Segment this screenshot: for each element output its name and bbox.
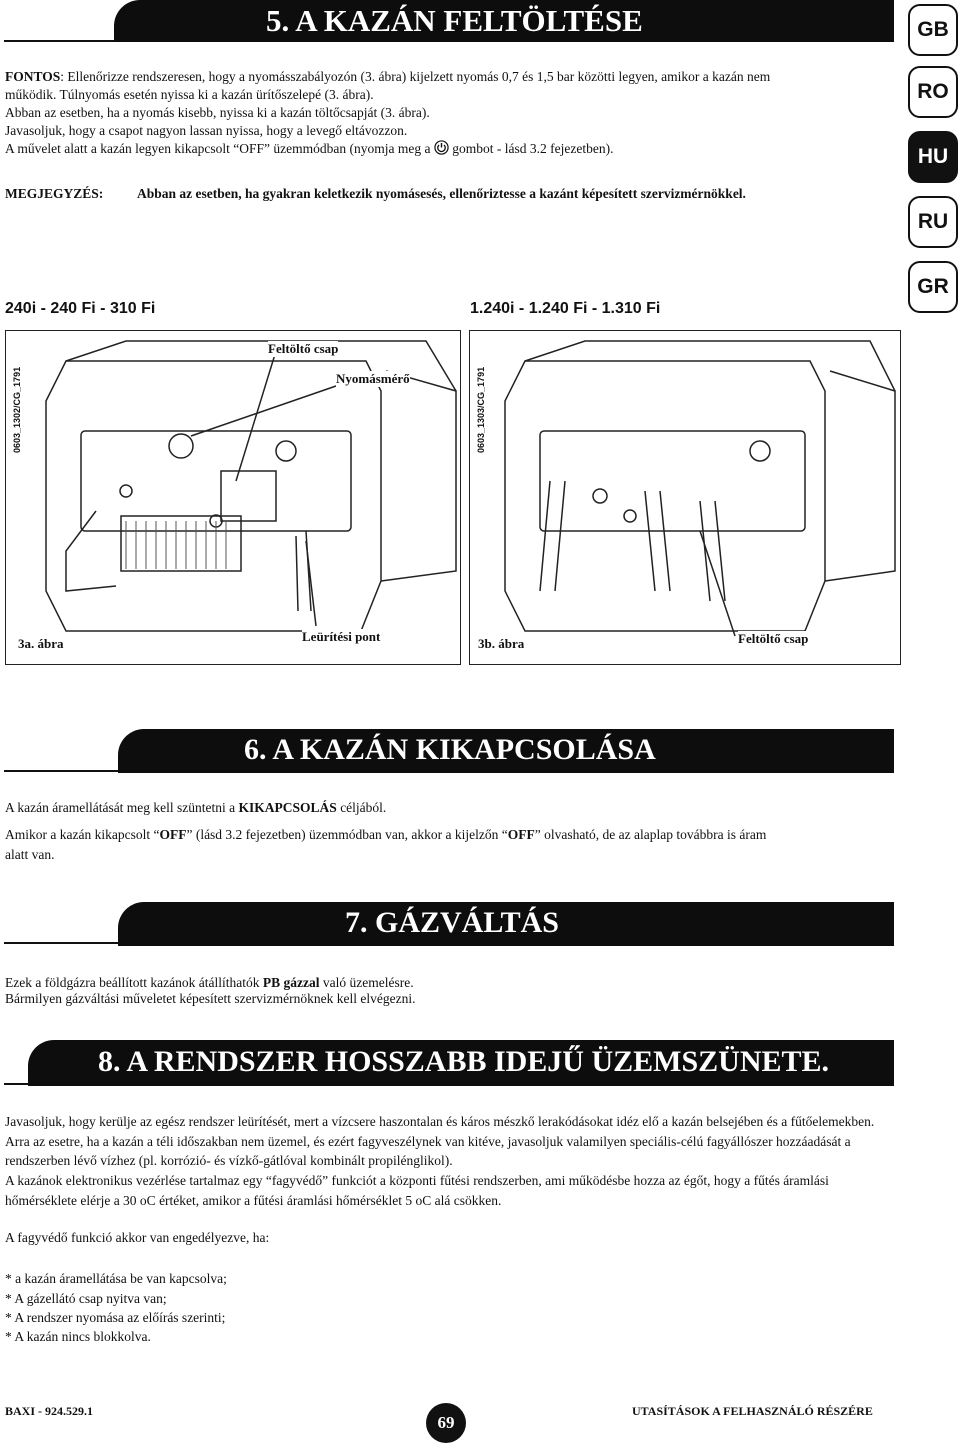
- note-label: MEGJEGYZÉS:: [5, 186, 104, 201]
- section7-title: 7. GÁZVÁLTÁS: [345, 906, 559, 939]
- footer-title: UTASÍTÁSOK A FELHASZNÁLÓ RÉSZÉRE: [632, 1404, 873, 1418]
- section6-p2: Amikor a kazán kikapcsolt “OFF” (lásd 3.2 fejezetben) üzemmódban van, akkor a kijelzőn “OFF” olvasható, de az alaplap továbbra is áram: [5, 827, 767, 842]
- section8-paragraph: Javasoljuk, hogy kerülje az egész rendszer leürítését, mert a vízcsere haszontalan és káros mészkő lerakódásokat idéz elő a kazán belsejében és a fűtőelemekben. Arra az esetre, ha a kazán a téli időszakban nem üzemel, és ezért fagyveszélynek van kitéve, javasoljuk valamilyen speciális-célú fagyállószer hozzáadását a rendszerben lévő vízhez (pl. korrózió- és vízkő-gátlóval kombinált propilénglikol).: [5, 1114, 875, 1168]
- label-fill-tap-b: Feltöltő csap: [738, 631, 809, 646]
- section8-title: 8. A RENDSZER HOSSZABB IDEJŰ ÜZEMSZÜNETE.: [98, 1045, 830, 1078]
- section7-p1: Ezek a földgázra beállított kazánok átállíthatók PB gázzal való üzemelésre.: [5, 975, 414, 990]
- section7-p2: Bármilyen gázváltási műveletet képesített szervizmérnöknek kell elvégezni.: [5, 991, 416, 1006]
- section8-intro: A fagyvédő funkció akkor van engedélyezve, ha:: [5, 1230, 270, 1245]
- section8-paragraph2: A kazánok elektronikus vezérlése tartalmaz egy “fagyvédő” funkciót a központi fűtési rendszerben, ami működésbe hozza az égőt, hogy a fűtés áramlási hőmérséklete elérje a 30 oC értéket, amikor a fűtési áramlási hőmérséklet 5 oC alá csökken.: [5, 1173, 829, 1208]
- left-model-label: 240i - 240 Fi - 310 Fi: [5, 300, 156, 317]
- figure-3b: [469, 330, 901, 665]
- section5-banner: [114, 0, 894, 42]
- section7-banner: [118, 902, 894, 946]
- language-tab-ro[interactable]: RO: [908, 66, 958, 118]
- section8-banner: [28, 1040, 894, 1086]
- section5-line1: FONTOS: Ellenőrizze rendszeresen, hogy a nyomásszabályozón (3. ábra) kijelzett nyomás 0,7 és 1,5 bar közötti legyen, amikor a kazán nem: [5, 69, 771, 84]
- section5-line4: Javasoljuk, hogy a csapot nagyon lassan nyissa, hogy a levegő eltávozzon.: [5, 123, 408, 138]
- language-tab-ru[interactable]: RU: [908, 196, 958, 248]
- language-tab-gr[interactable]: GR: [908, 261, 958, 313]
- section5-line5: A művelet alatt a kazán legyen kikapcsolt “OFF” üzemmódban (nyomja meg a gombot - lásd 3.2 fejezetben).: [5, 141, 614, 156]
- list-item: * A rendszer nyomása az előírás szerinti;: [5, 1310, 226, 1325]
- figure-3b-caption: 3b. ábra: [478, 636, 525, 651]
- list-item: * A kazán nincs blokkolva.: [5, 1329, 151, 1344]
- section6-p1: A kazán áramellátását meg kell szüntetni a KIKAPCSOLÁS céljából.: [5, 800, 387, 815]
- list-item: * a kazán áramellátása be van kapcsolva;: [5, 1271, 227, 1286]
- page-number: 69: [426, 1403, 466, 1443]
- power-button-icon: [434, 140, 449, 155]
- boiler-diagram-b: [470, 331, 899, 663]
- figure-3b-code: 0603_1303/CG_1791: [476, 366, 486, 453]
- section6-p2-cont: alatt van.: [5, 847, 55, 862]
- label-fill-tap: Feltöltő csap: [268, 341, 339, 356]
- section6-title: 6. A KAZÁN KIKAPCSOLÁSA: [244, 733, 656, 766]
- label-drain-point: Leürítési pont: [302, 629, 381, 644]
- footer-doc-id: BAXI - 924.529.1: [5, 1404, 94, 1418]
- section5-line2: működik. Túlnyomás esetén nyissa ki a kazán ürítőszelepé (3. ábra).: [5, 87, 374, 102]
- right-model-label: 1.240i - 1.240 Fi - 1.310 Fi: [470, 300, 661, 317]
- language-tab-hu[interactable]: HU: [908, 131, 958, 183]
- section5-line3: Abban az esetben, ha a nyomás kisebb, nyissa ki a kazán töltőcsapját (3. ábra).: [5, 105, 430, 120]
- important-label: FONTOS: [5, 69, 61, 84]
- language-tab-gb[interactable]: GB: [908, 4, 958, 56]
- note-text: Abban az esetben, ha gyakran keletkezik nyomásesés, ellenőriztesse a kazánt képesített szervizmérnökkel.: [137, 186, 746, 201]
- section5-title: 5. A KAZÁN FELTÖLTÉSE: [266, 3, 643, 38]
- label-pressure-gauge: Nyomásmérő: [336, 371, 410, 386]
- figure-3a: [5, 330, 461, 665]
- figure-3a-code: 0603_1302/CG_1791: [12, 366, 22, 453]
- list-item: * A gázellátó csap nyitva van;: [5, 1291, 167, 1306]
- figure-3a-caption: 3a. ábra: [18, 636, 64, 651]
- section6-banner: [118, 729, 894, 773]
